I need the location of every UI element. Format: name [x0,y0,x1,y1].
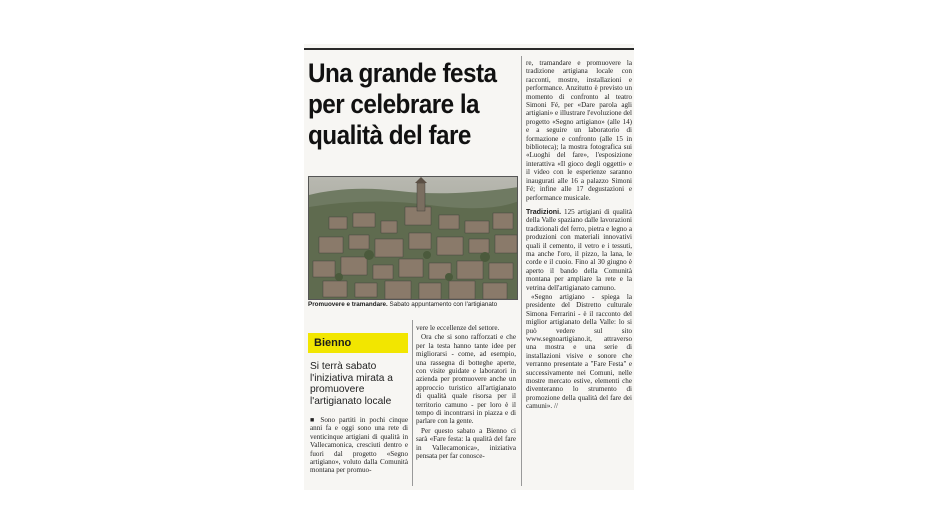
newspaper-clipping [304,44,634,490]
bullet-square-icon: ■ [310,416,317,424]
column-2-paragraph-1: vere le eccellenze del settore. [416,324,500,332]
column-1-text: Sono partiti in pochi cinque anni fa e oggi sono una rete di venticinque artigiani di qualità in Vallecamonica, cresciuti dentro e fuori dal progetto «Segno artigiano», voluto dalla Comunità montana per promuo- [310,416,408,475]
location-tag: Bienno [308,333,408,353]
column-2 [416,324,516,462]
column-divider [412,320,413,486]
caption-bold: Promuovere e tramandare. [308,301,388,308]
column-3-paragraph-2 [526,208,632,292]
village-aerial-photo [308,176,518,300]
subheadline: Si terrà sabato l'iniziativa mirata a promuovere l'artigianato locale [310,361,393,407]
column-divider [521,56,522,486]
headline: Una grande festa per celebrare la qualità del fare [308,58,497,150]
column-3 [526,59,632,412]
photo-illustration [309,177,518,300]
section-lead: Tradizioni. [526,207,562,216]
column-1 [310,416,408,476]
caption-text: Sabato appuntamento con l'artigianato [389,301,498,308]
column-3-paragraph-3: «Segno artigiano - spiega la presidente del Distretto culturale Simona Ferrarini - è il racconto del miglior artigianato della Valle: lo si può vedere sul sito www.segnoartigiano.it, attraverso una mostra e una serie di installazioni visive e sonore che verranno presentate a "Fare Festa" e successivamente nei Comuni, nelle mostre mercato estive, elementi che diventeranno lo strumento di promozione della qualità del fare dei camuni». // [526,292,632,411]
column-3-paragraph-2-text: 125 artigiani di qualità della Valle spaziano dalle lavorazioni tradizionali del ferro, pietra e legno a produzioni con materiali innovativi quali il cemento, il vetro e i tessuti, ma anche l'oro, il pizzo, la lana, le corde e il cuoio. Fino al 30 giugno è aperto il bando della Comunità montana per ampliare la rete e la vetrina dell'artigianato camuno. [526,207,632,292]
column-2-paragraph-3: Per questo sabato a Bienno ci sarà «Fare festa: la qualità del fare in Vallecamonica», iniziativa pensata per far conosce- [416,426,516,461]
column-2-paragraph-2: Ora che si sono rafforzati e che per la testa hanno tante idee per migliorarsi - come, ad esempio, una rassegna di botteghe aperte, con visite guidate e laboratori in azienda per promuovere anche un approccio turistico all'artigianato di qualità quale risorsa per il territorio camuno - per loro è il tempo di incontrarsi in piazza e di parlare con la gente. [416,333,516,426]
photo-caption [308,301,528,309]
column-1-paragraph [310,416,408,475]
top-rule [304,48,634,50]
column-3-paragraph-1: re, tramandare e promuovere la tradizione artigiana locale con racconti, mostre, installazioni e performance. Anzitutto è previsto un momento di confronto al teatro Simoni Fé, per «Dare parola agli artigiani» e illustrare l'evoluzione del progetto «Segno artigiano» (alle 14) e a seguire un laboratorio di formazione e confronto (alle 15 in biblioteca); la mostra fotografica sui «Luoghi del fare», l'esposizione interattiva «Il gioco degli oggetti» e il video con le esperienze saranno inaugurati alle 16 a palazzo Simoni Fé; infine alle 17 degustazioni e performance musicale. [526,59,632,202]
